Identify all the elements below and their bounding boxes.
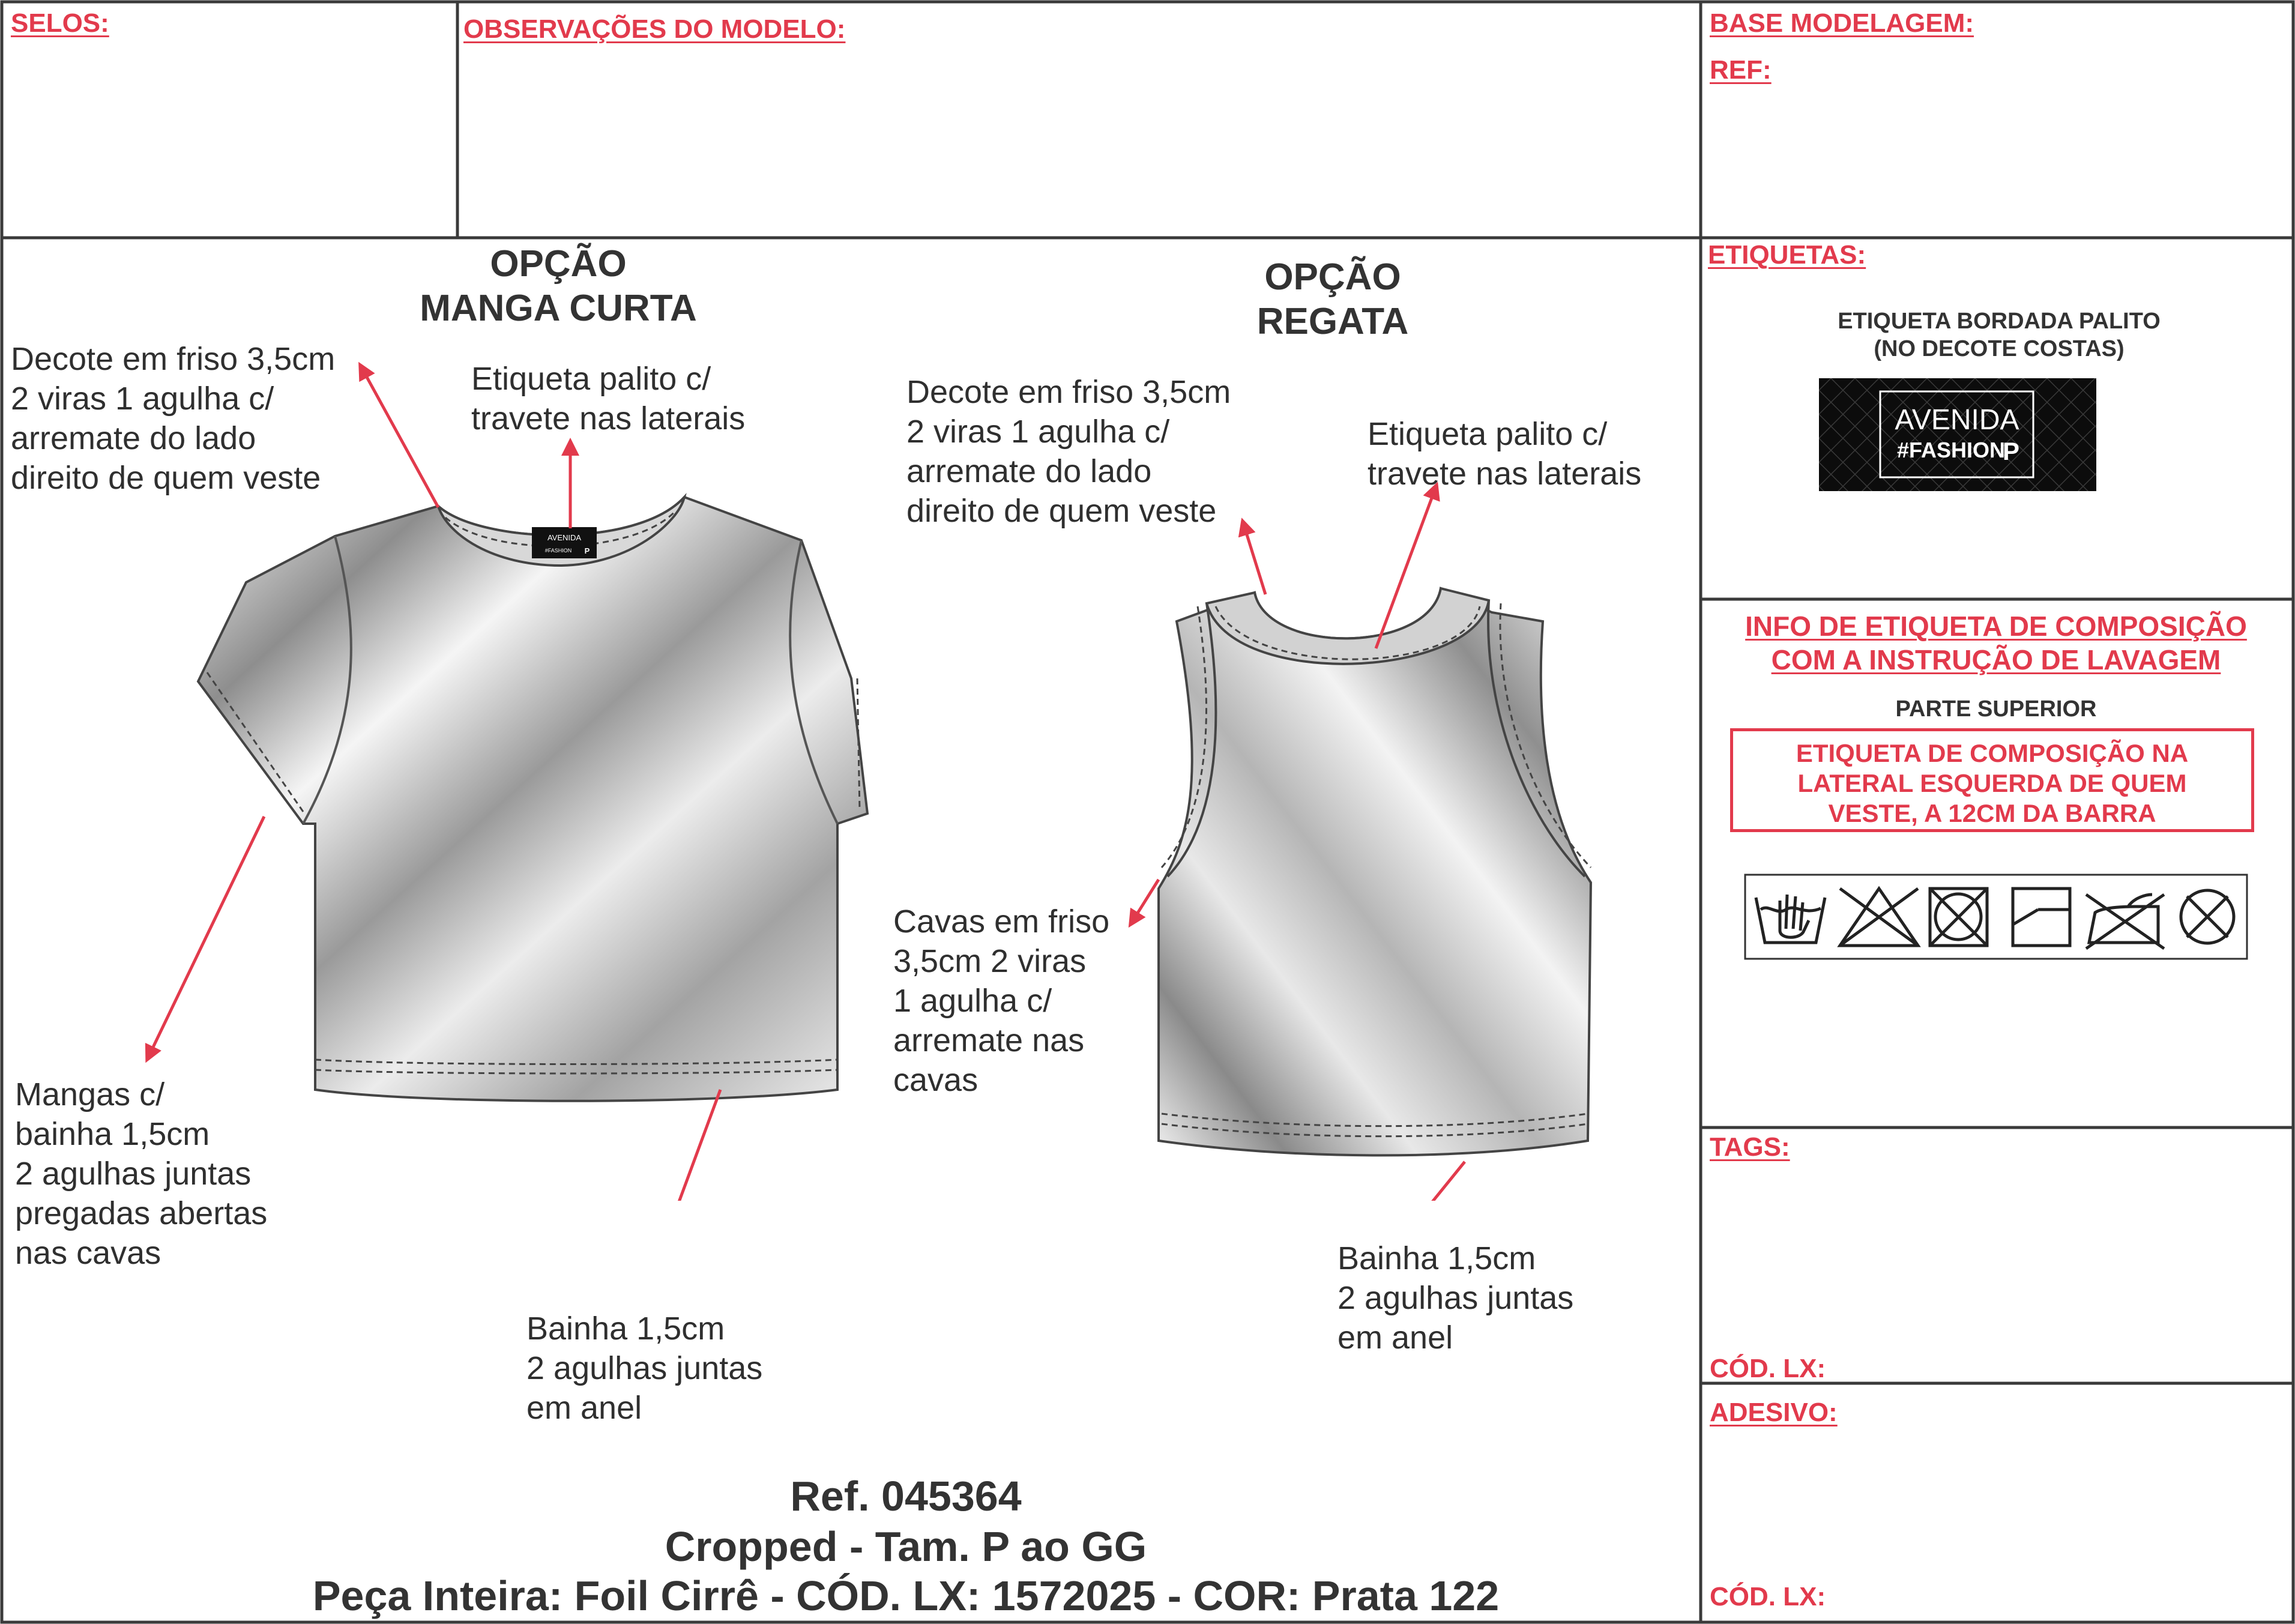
care-symbols-strip xyxy=(1744,874,2248,960)
label-sub-text: #FASHION xyxy=(1896,438,2006,462)
tank-top-drawing xyxy=(1159,588,1591,1155)
etiquetas-label: ETIQUETAS: xyxy=(1708,240,1866,270)
cod-lx-label-tags: CÓD. LX: xyxy=(1710,1354,1826,1383)
svg-text:AVENIDA: AVENIDA xyxy=(547,533,582,542)
tshirt-neck-tag xyxy=(532,527,597,558)
adesivo-label: ADESIVO: xyxy=(1710,1398,1838,1427)
parte-superior-label: PARTE SUPERIOR xyxy=(1895,696,2097,722)
etiqueta-description: ETIQUETA BORDADA PALITO (NO DECOTE COSTAS) xyxy=(1838,309,2161,361)
tshirt-neck-note: Decote em friso 3,5cm 2 viras 1 agulha c/ arremate do lado direito de quem veste xyxy=(11,341,336,496)
tshirt-sleeve-note: Mangas c/ bainha 1,5cm 2 agulhas juntas pregadas abertas nas cavas xyxy=(15,1076,268,1271)
right-title-line2: REGATA xyxy=(1256,301,1409,342)
tank-neck-note: Decote em friso 3,5cm 2 viras 1 agulha c/ arremate do lado direito de quem veste xyxy=(906,374,1231,529)
tags-label: TAGS: xyxy=(1710,1132,1790,1162)
composicao-title: INFO DE ETIQUETA DE COMPOSIÇÃO COM A INSTRUÇÃO DE LAVAGEM xyxy=(1745,611,2247,675)
ref-label: REF: xyxy=(1710,55,1772,85)
footer-product: Cropped - Tam. P ao GG xyxy=(665,1523,1147,1570)
brand-woven-label xyxy=(1819,378,2096,491)
tank-armhole-note: Cavas em friso 3,5cm 2 viras 1 agulha c/ arremate nas cavas xyxy=(893,904,1110,1098)
observacoes-label: OBSERVAÇÕES DO MODELO: xyxy=(463,14,846,44)
left-title-line1: OPÇÃO xyxy=(490,243,627,285)
right-title-line1: OPÇÃO xyxy=(1264,256,1401,298)
svg-text:#FASHION: #FASHION xyxy=(544,548,572,554)
tank-hem-note: Bainha 1,5cm 2 agulhas juntas em anel xyxy=(1337,1240,1574,1356)
composicao-box: ETIQUETA DE COMPOSIÇÃO NA LATERAL ESQUERDA DE QUEM VESTE, A 12CM DA BARRA xyxy=(1730,728,2254,832)
tshirt-label-note: Etiqueta palito c/ travete nas laterais xyxy=(471,361,746,436)
tshirt-hem-note: Bainha 1,5cm 2 agulhas juntas em anel xyxy=(526,1311,763,1426)
cod-lx-label-adesivo: CÓD. LX: xyxy=(1710,1582,1826,1611)
svg-text:P: P xyxy=(584,546,590,555)
tank-label-note: Etiqueta palito c/ travete nas laterais xyxy=(1368,416,1642,492)
left-title-line2: MANGA CURTA xyxy=(420,288,697,329)
footer-fabric: Peça Inteira: Foil Cirrê - CÓD. LX: 1572025 - COR: Prata 122 xyxy=(312,1572,1500,1619)
tshirt-drawing xyxy=(198,497,867,1101)
footer-ref: Ref. 045364 xyxy=(790,1473,1022,1520)
selos-label: SELOS: xyxy=(11,8,109,38)
base-modelagem-label: BASE MODELAGEM: xyxy=(1710,8,1974,38)
label-brand-text: AVENIDA xyxy=(1895,404,2019,436)
label-size-text: P xyxy=(2002,437,2020,465)
